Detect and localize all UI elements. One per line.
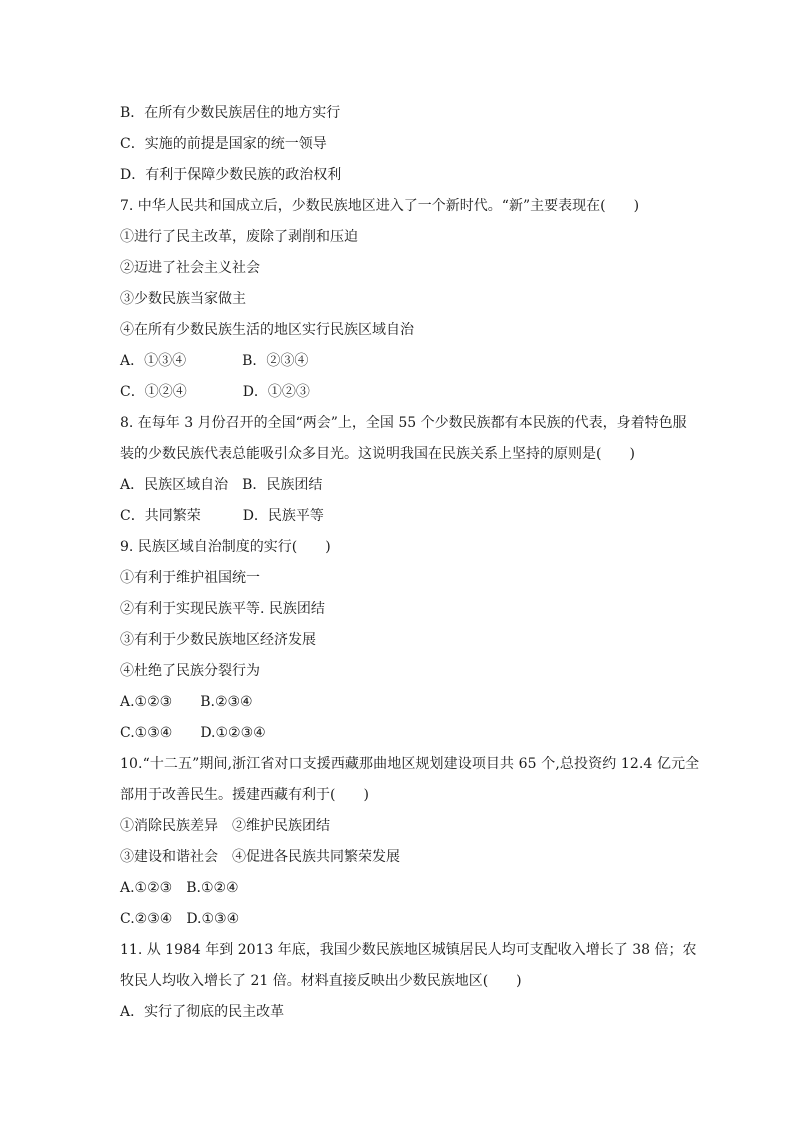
q7-options-ab: A．①③④ B．②③④: [120, 353, 309, 369]
q10-options-ab: A.①②③ B.①②④: [120, 880, 239, 896]
q10-options-cd: C.②③④ D.①③④: [120, 911, 240, 927]
question-10-stem-line2: 部用于改善民生。援建西藏有利于( ): [120, 787, 369, 803]
q10-statements-34: ③建设和谐社会 ④促进各民族共同繁荣发展: [120, 849, 400, 865]
question-11-stem-line1: 11. 从 1984 年到 2013 年底，我国少数民族地区城镇居民人均可支配收入增长了 38 倍；农: [120, 942, 697, 958]
question-11-stem-line2: 牧民人均收入增长了 21 倍。材料直接反映出少数民族地区( ): [120, 973, 522, 989]
option-c-q6: C．实施的前提是国家的统一领导: [120, 136, 327, 152]
option-b-q6: B．在所有少数民族居住的地方实行: [120, 105, 341, 121]
q7-options-cd: C．①②④ D．①②③: [120, 384, 310, 400]
q7-statement-1: ①进行了民主改革，废除了剥削和压迫: [120, 229, 358, 245]
question-7-stem: 7. 中华人民共和国成立后，少数民族地区进入了一个新时代。“新”主要表现在( ): [120, 198, 640, 214]
q9-statement-1: ①有利于维护祖国统一: [120, 570, 260, 586]
q7-statement-2: ②迈进了社会主义社会: [120, 260, 260, 276]
q9-statement-2: ②有利于实现民族平等. 民族团结: [120, 601, 325, 617]
option-d-q6: D．有利于保障少数民族的政治权利: [120, 167, 342, 183]
q7-statement-4: ④在所有少数民族生活的地区实行民族区域自治: [120, 322, 414, 338]
q8-options-cd: C．共同繁荣 D．民族平等: [120, 508, 324, 524]
q9-statement-4: ④杜绝了民族分裂行为: [120, 663, 260, 679]
q9-options-ab: A.①②③ B.②③④: [120, 694, 253, 710]
question-9-stem: 9. 民族区域自治制度的实行( ): [120, 539, 331, 555]
q7-statement-3: ③少数民族当家做主: [120, 291, 246, 307]
q8-options-ab: A．民族区域自治 B．民族团结: [120, 477, 323, 493]
question-10-stem-line1: 10.“十二五”期间,浙江省对口支援西藏那曲地区规划建设项目共 65 个,总投资约 12.4 亿元全: [120, 756, 700, 772]
question-8-stem-line1: 8. 在每年 3 月份召开的全国“两会”上，全国 55 个少数民族都有本民族的代表，身着特色服: [120, 415, 687, 431]
q11-option-a: A．实行了彻底的民主改革: [120, 1004, 285, 1020]
question-8-stem-line2: 装的少数民族代表总能吸引众多目光。这说明我国在民族关系上坚持的原则是( ): [120, 446, 635, 462]
q9-statement-3: ③有利于少数民族地区经济发展: [120, 632, 316, 648]
q10-statements-12: ①消除民族差异 ②维护民族团结: [120, 818, 330, 834]
q9-options-cd: C.①③④ D.①②③④: [120, 725, 266, 741]
